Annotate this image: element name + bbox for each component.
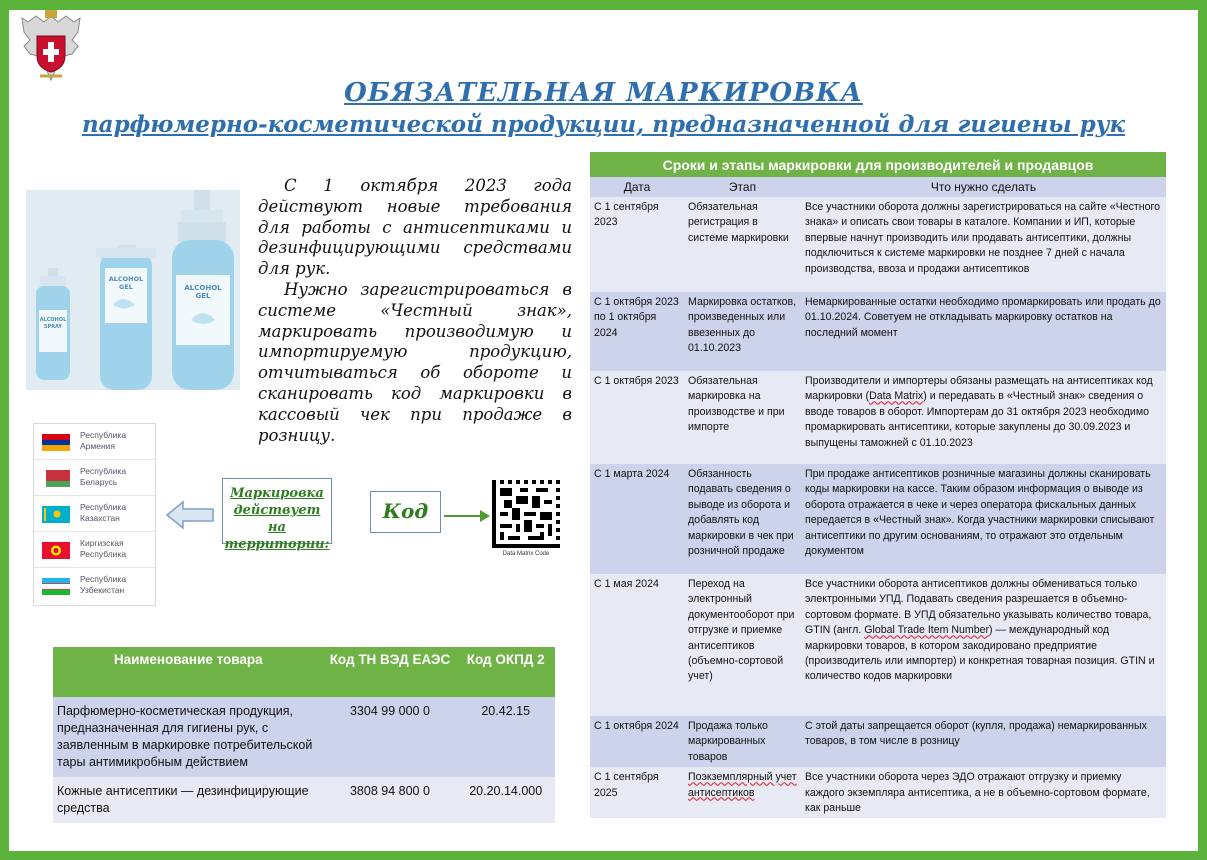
table-row	[590, 371, 1166, 464]
header-tnved: Код ТН ВЭД ЕАЭС	[324, 647, 457, 697]
svg-text:SPRAY: SPRAY	[43, 324, 63, 330]
schedule-stage: Переход на электронный документооборот при отгрузке и приемке антисептиков (объемно-сортовой учет)	[684, 574, 801, 716]
arrow-left-icon	[165, 500, 215, 530]
header-goods-name: Наименование товара	[53, 647, 324, 697]
svg-text:GEL: GEL	[119, 283, 133, 291]
emblem-icon	[18, 10, 84, 86]
code-label-box	[370, 491, 441, 533]
header-okpd: Код ОКПД 2	[456, 647, 555, 697]
goods-okpd: 20.42.15	[456, 697, 555, 777]
table-row	[590, 767, 1166, 818]
goods-tnved: 3304 99 000 0	[324, 697, 457, 777]
territory-label: Маркировка действует на территории:	[224, 486, 330, 552]
flag-belarus-icon	[42, 470, 70, 487]
schedule-stage: Продажа только маркированных товаров	[684, 716, 801, 767]
schedule-date: С 1 октября 2023 по 1 октября 2024	[590, 292, 684, 371]
svg-text:ALCOHOL: ALCOHOL	[39, 317, 67, 323]
page-subtitle: парфюмерно-косметической продукции, предназначенной для гигиены рук	[81, 111, 1126, 138]
country-name: Республика Казахстан	[80, 502, 127, 523]
flag-kazakhstan-icon	[42, 506, 70, 523]
schedule-stage: Обязанность подавать сведения о выводе из оборота и добавлять код маркировки в чек при розничной продаже	[684, 464, 801, 574]
svg-text:ALCOHOL: ALCOHOL	[184, 284, 222, 292]
schedule-action: Производители и импортеры обязаны размещать на антисептиках код маркировки (Data Matrix) и передавать в «Честный знак» сведения о вводе товаров в оборот. Импортерам до 31 октября 2023 необходимо промаркировать антисептики, которые закуплены до 30.09.2023 и выпущены таможней с 01.10.2023	[801, 371, 1166, 464]
goods-okpd: 20.20.14.000	[456, 777, 555, 823]
country-kyrgyzstan	[34, 532, 155, 568]
table-row	[590, 716, 1166, 767]
schedule-action: С этой даты запрещается оборот (купля, продажа) немаркированных товаров, в том числе в розницу	[801, 716, 1166, 767]
country-name: Республика Беларусь	[80, 466, 127, 487]
schedule-date: С 1 сентября 2025	[590, 767, 684, 818]
goods-name: Кожные антисептики — дезинфицирующие средства	[53, 777, 324, 823]
schedule-date: С 1 октября 2023	[590, 371, 684, 464]
goods-table-header	[53, 647, 555, 697]
goods-name: Парфюмерно-косметическая продукция, предназначенная для гигиены рук, с заявленным в маркировке потребительской тары антимикробным действием	[53, 697, 324, 777]
page-title: ОБЯЗАТЕЛЬНАЯ МАРКИРОВКА	[344, 78, 863, 108]
table-row	[53, 697, 555, 777]
schedule-table	[590, 152, 1166, 818]
schedule-stage: Маркировка остатков, произведенных или ввезенных до 01.10.2023	[684, 292, 801, 371]
country-belarus	[34, 460, 155, 496]
intro-paragraph-1: С 1 октября 2023 года действуют новые требования для работы с антисептиками и дезинфицирующими средствами для рук.	[258, 176, 572, 279]
table-row	[590, 574, 1166, 716]
schedule-title: Сроки и этапы маркировки для производителей и продавцов	[590, 152, 1166, 177]
territory-label-box	[222, 478, 332, 552]
schedule-date: С 1 мая 2024	[590, 574, 684, 716]
flag-uzbekistan-icon	[42, 578, 70, 595]
schedule-action: Все участники оборота должны зарегистрироваться на сайте «Честного знака» и описать свои товары в каталоге. Компании и ИП, которые впервые начнут производить или продавать антисептики, должны подключиться к системе маркировки не позднее 7 дней с начала производства, ввоза и продажи антисептиков	[801, 197, 1166, 292]
flag-armenia-icon	[42, 434, 70, 451]
data-matrix-caption: Data Matrix Code	[502, 551, 550, 557]
table-row	[590, 292, 1166, 371]
schedule-stage: Обязательная регистрация в системе маркировки	[684, 197, 801, 292]
header-date: Дата	[590, 177, 684, 197]
sanitizer-bottles-illustration	[26, 190, 240, 390]
schedule-action: Все участники оборота через ЭДО отражают отгрузку и приемку каждого экземпляра антисептика, а не в объемно-сортовом формате, как раньше	[801, 767, 1166, 818]
header-stage: Этап	[684, 177, 801, 197]
header-action: Что нужно сделать	[801, 177, 1166, 197]
intro-paragraph-2: Нужно зарегистрироваться в системе «Честный знак», маркировать производимую и импортируемую продукцию, отчитываться об обороте и сканировать код маркировки в кассовый чек при продаже в розницу.	[258, 279, 572, 445]
schedule-date: С 1 марта 2024	[590, 464, 684, 574]
countries-list	[33, 423, 156, 606]
schedule-date: С 1 октября 2024	[590, 716, 684, 767]
table-row	[590, 197, 1166, 292]
country-uzbekistan	[34, 568, 155, 604]
goods-tnved: 3808 94 800 0	[324, 777, 457, 823]
goods-codes-table	[53, 647, 555, 823]
arrow-right-icon	[444, 509, 490, 523]
table-row	[590, 464, 1166, 574]
schedule-date: С 1 сентября 2023	[590, 197, 684, 292]
schedule-stage: Обязательная маркировка на производстве и при импорте	[684, 371, 801, 464]
data-matrix-code-icon	[492, 480, 560, 548]
country-name: Республика Узбекистан	[80, 574, 127, 595]
schedule-stage: Поэкземплярный учет антисептиков	[684, 767, 801, 818]
schedule-action: При продаже антисептиков розничные магазины должны сканировать коды маркировки на кассе. Таким образом информация о выводе из оборота отражается в чеке и через оператора фискальных данных передается в «Честный знак». Когда участники маркировки списывают антисептики по другим основаниям, то отражают это отдельным документом	[801, 464, 1166, 574]
code-label: Код	[382, 499, 429, 523]
country-kazakhstan	[34, 496, 155, 532]
flag-kyrgyzstan-icon	[42, 542, 70, 559]
schedule-action: Немаркированные остатки необходимо промаркировать или продать до 01.10.2024. Советуем не откладывать маркировку остатков на последний момент	[801, 292, 1166, 371]
country-name: Киргизская Республика	[80, 538, 127, 559]
table-row	[53, 777, 555, 823]
schedule-action: Все участники оборота антисептиков должны обмениваться только электронными УПД. Подавать сведения разрешается в объемно-сортовом формате. В УПД обязательно указывать количество товара, GTIN (англ. Global Trade Item Number) — международный код маркировки товаров, в котором закодировано предприятие (производитель или импортер) и конкретная товарная позиция. GTIN и количество кодов маркировки	[801, 574, 1166, 716]
country-armenia	[34, 424, 155, 460]
country-name: Республика Армения	[80, 430, 127, 451]
svg-text:ALCOHOL: ALCOHOL	[108, 275, 144, 283]
intro-text	[258, 176, 572, 446]
svg-text:GEL: GEL	[195, 292, 211, 300]
